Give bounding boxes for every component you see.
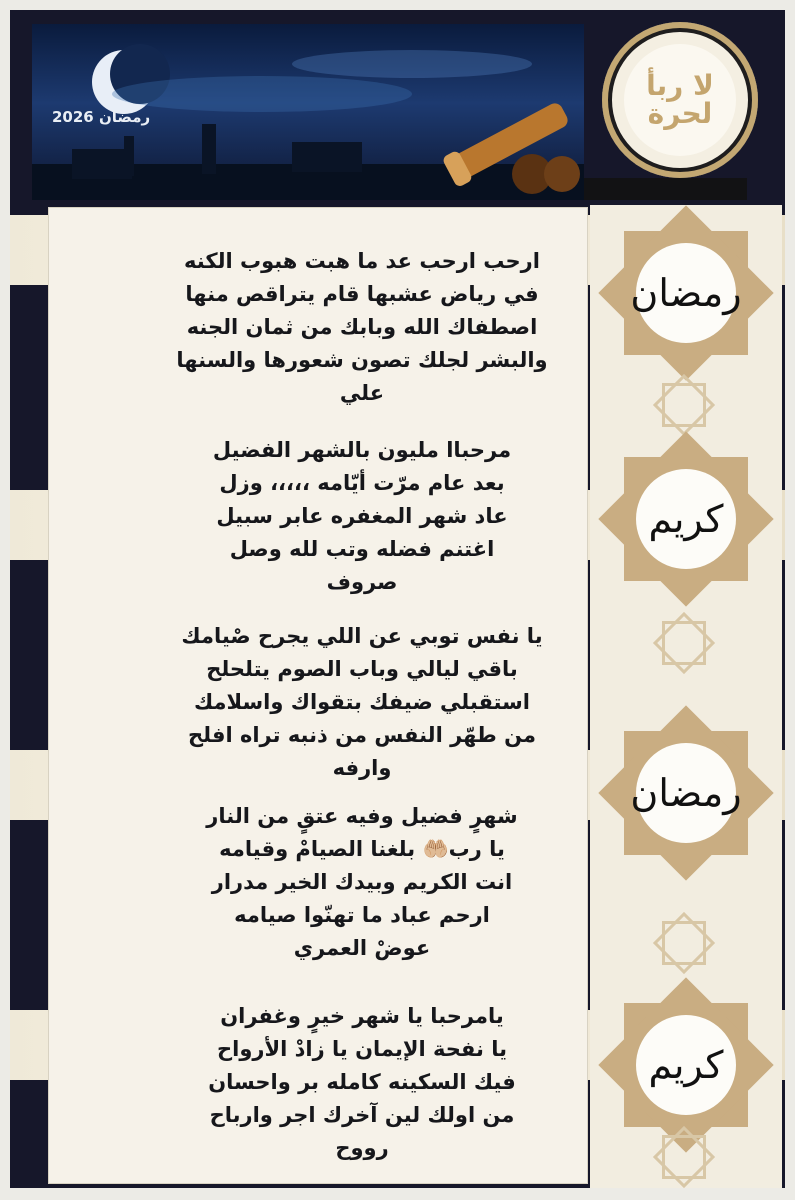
header-banner [32,24,584,200]
poem-line: يامرحبا يا شهر خيرٍ وغفران [220,1004,504,1028]
poem-line: ارحم عباد ما تهنّوا صيامه [234,903,490,927]
poem-line: علي [339,381,385,405]
side-badge: كريم [636,1015,736,1115]
poem-line: انت الكريم وبيدك الخير مدرار [211,870,513,894]
poem-line: يا نفس توبي عن اللي يجرح صْيامك [181,624,543,648]
poem-line: والبشر لجلك تصون شعورها والسنها [176,348,548,372]
poem-line: مرحباا مليون بالشهر الفضيل [212,438,512,462]
poem-line: استقبلي ضيفك بتقواك واسلامك [194,690,530,714]
star-ornament [598,705,774,881]
poem-block [129,245,595,410]
side-badge: كريم [636,469,736,569]
poem-line: اصطفاك الله وبابك من ثمان الجنه [186,315,538,339]
poem-line: من طهّر النفس من ذنبه تراه افلح [188,723,536,747]
poem-line: فيك السكينه كامله بر واحسان [208,1070,516,1094]
poem-line: بعد عام مرّت أيّامه ،،،،، وزل [219,471,505,495]
banner-caption: رمضان 2026 [52,108,151,126]
mini-star-icon [652,611,716,675]
poem-line: من اولك لين آخرك اجر وارباح [209,1103,515,1127]
poem-line: يا رب🤲🏼 بلغنا الصيامْ وقيامه [219,837,505,861]
poem-line: ارحب ارحب عد ما هبت هبوب الكنه [184,249,540,273]
mini-star-icon [652,1125,716,1189]
poem-line: اغتنم فضله وتب لله وصل [229,537,495,561]
star-ornament [598,431,774,607]
poem-line: رووح [335,1136,389,1160]
poem-block [129,434,595,599]
poem-line: عوضْ العمري [293,936,431,960]
header-divider [584,178,747,200]
side-ornament-column [590,205,782,1188]
poem-line: صروف [326,570,398,594]
poem-card [49,208,587,1183]
poem-block [129,620,595,785]
mini-star-icon [652,373,716,437]
star-ornament [598,205,774,381]
poem-block [129,1000,595,1165]
side-badge: رمضان [636,243,736,343]
poem-line: عاد شهر المغفره عابر سبيل [216,504,508,528]
poem-line: شهرٍ فضيل وفيه عتقٍ من النار [206,804,518,828]
poem-block [129,800,595,965]
poem-line: يا نفحة الإيمان يا زادْ الأرواح [217,1037,507,1061]
logo-badge [602,22,758,178]
mini-star-icon [652,911,716,975]
side-badge: رمضان [636,743,736,843]
poem-line: وارفه [332,756,392,780]
poem-line: باقي ليالي وباب الصوم يتلحلح [206,657,518,681]
poem-line: في رياض عشبها قام يتراقص منها [185,282,539,306]
logo-text: لا ربأ لحرة [646,69,714,130]
